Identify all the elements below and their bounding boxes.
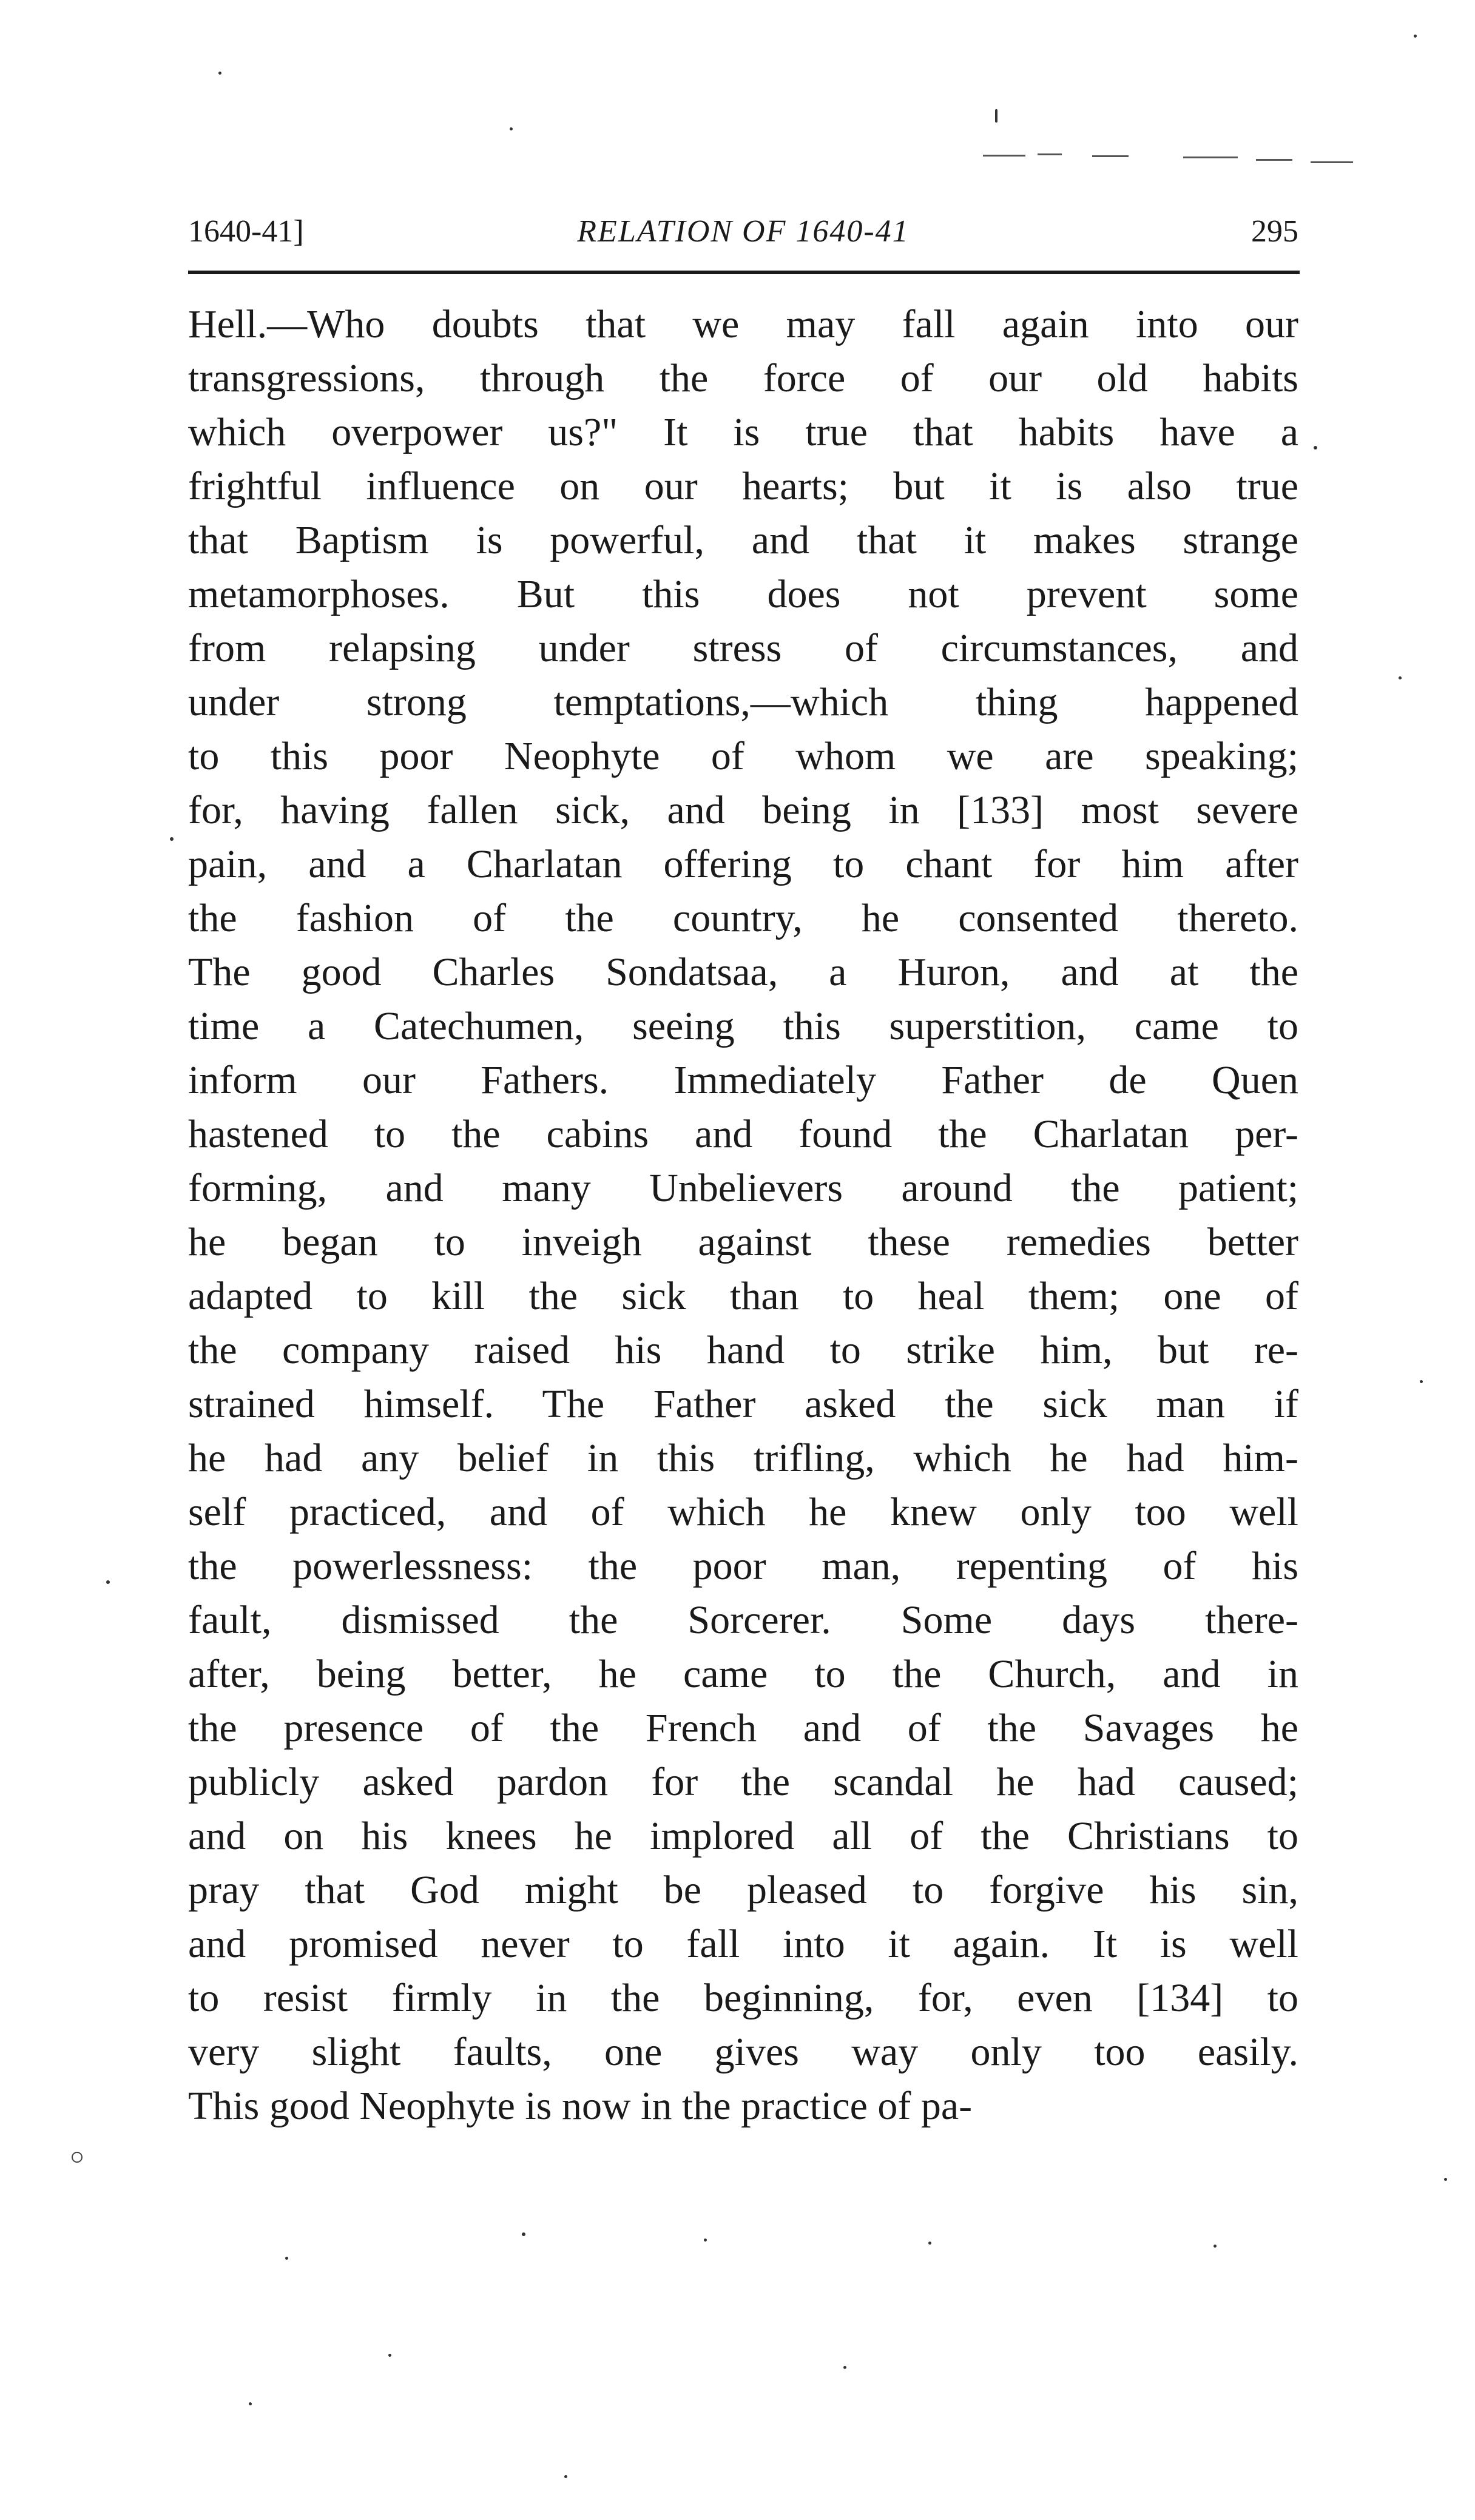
scan-mark [388, 2354, 391, 2357]
text-line: very slight faults, one gives way only too easily. [188, 2030, 1298, 2074]
scan-mark [1444, 2178, 1447, 2181]
scan-mark [72, 2152, 83, 2163]
scan-mark [1213, 2245, 1217, 2248]
scan-mark [1414, 35, 1417, 38]
scan-mark [285, 2257, 288, 2260]
text-line: from relapsing under stress of circumstances, and [188, 626, 1298, 670]
text-line: the powerlessness: the poor man, repenting of his [188, 1544, 1298, 1588]
text-line: after, being better, he came to the Church, and in [188, 1652, 1298, 1696]
scan-mark [1314, 446, 1317, 450]
text-line: he began to inveigh against these remedies better [188, 1220, 1298, 1264]
scan-mark [218, 72, 221, 75]
scan-mark [106, 1580, 110, 1584]
text-line: which overpower us?" It is true that habits have a [188, 410, 1298, 454]
scan-mark [1038, 153, 1062, 155]
text-line: the fashion of the country, he consented thereto. [188, 896, 1298, 940]
text-line: This good Neophyte is now in the practice of pa- [188, 2084, 973, 2128]
text-line: the company raised his hand to strike him, but re- [188, 1328, 1298, 1372]
text-line: for, having fallen sick, and being in [133] most severe [188, 788, 1298, 832]
header-rule [188, 271, 1300, 274]
scan-mark [1092, 155, 1129, 157]
text-line: frightful influence on our hearts; but it is also true [188, 464, 1298, 508]
scan-mark [1399, 676, 1402, 679]
text-line: strained himself. The Father asked the sick man if [188, 1382, 1298, 1426]
text-line: pray that God might be pleased to forgive his sin, [188, 1868, 1298, 1912]
scan-mark [564, 2475, 567, 2478]
scan-mark [995, 109, 997, 123]
text-line: transgressions, through the force of our old habits [188, 356, 1298, 400]
scan-mark [170, 837, 174, 841]
text-line: and promised never to fall into it again. It is well [188, 1922, 1298, 1966]
scan-mark [928, 2242, 931, 2245]
scan-mark [1311, 161, 1353, 163]
text-line: and on his knees he implored all of the Christians to [188, 1814, 1298, 1858]
header-year-range: 1640-41] [188, 214, 304, 249]
text-line: pain, and a Charlatan offering to chant for him after [188, 842, 1298, 886]
scan-mark [510, 127, 513, 130]
text-line: the presence of the French and of the Savages he [188, 1706, 1298, 1750]
scan-mark [843, 2366, 846, 2369]
scan-mark [1256, 159, 1292, 161]
body-text [188, 297, 1298, 2133]
text-line: under strong temptations,—which thing happened [188, 680, 1298, 724]
scan-mark [249, 2402, 252, 2405]
text-line: self practiced, and of which he knew only too well [188, 1490, 1298, 1534]
text-line: Hell.—Who doubts that we may fall again into our [188, 302, 1298, 346]
text-line: to this poor Neophyte of whom we are speaking; [188, 734, 1298, 778]
header-title: RELATION OF 1640-41 [577, 214, 910, 249]
page-number: 295 [1251, 214, 1298, 249]
text-line: publicly asked pardon for the scandal he had caused; [188, 1760, 1298, 1804]
running-header [188, 211, 1298, 256]
text-line: hastened to the cabins and found the Charlatan per- [188, 1112, 1298, 1156]
text-line: that Baptism is powerful, and that it makes strange [188, 518, 1298, 562]
text-line: to resist firmly in the beginning, for, even [134] to [188, 1976, 1298, 2020]
text-line: The good Charles Sondatsaa, a Huron, and at the [188, 950, 1298, 994]
scan-mark [704, 2239, 707, 2242]
text-line: fault, dismissed the Sorcerer. Some days there- [188, 1598, 1298, 1642]
text-line: time a Catechumen, seeing this superstition, came to [188, 1004, 1298, 1048]
text-line: adapted to kill the sick than to heal them; one of [188, 1274, 1298, 1318]
text-line: metamorphoses. But this does not prevent some [188, 572, 1298, 616]
text-line: inform our Fathers. Immediately Father de Quen [188, 1058, 1298, 1102]
scan-mark [1183, 157, 1238, 158]
scan-mark [1420, 1380, 1423, 1383]
text-line: forming, and many Unbelievers around the patient; [188, 1166, 1298, 1210]
scan-mark [522, 2232, 525, 2236]
scan-mark [983, 155, 1025, 157]
text-line: he had any belief in this trifling, which he had him- [188, 1436, 1298, 1480]
